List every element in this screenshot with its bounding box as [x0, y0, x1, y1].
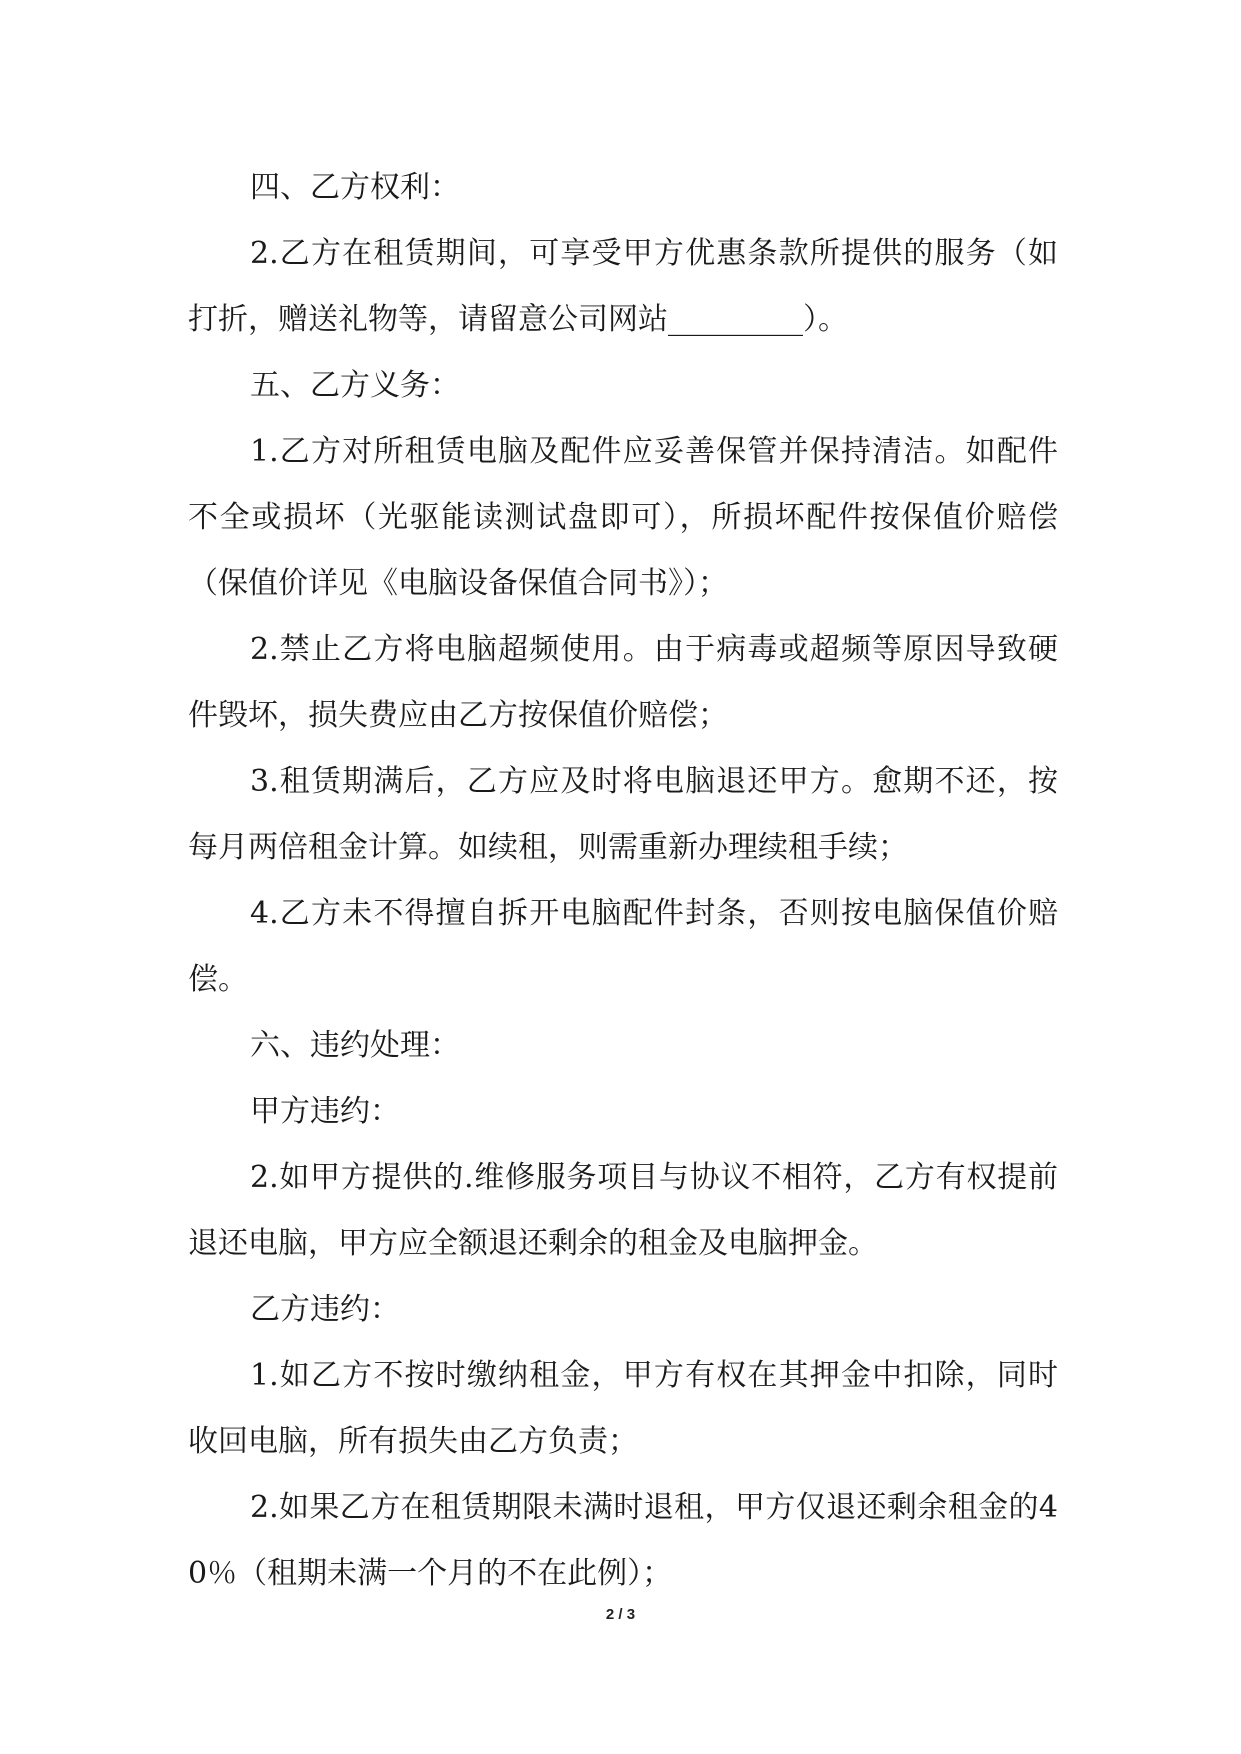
clause-party-b-obligations-1: 1.乙方对所租赁电脑及配件应妥善保管并保持清洁。如配件不全或损坏（光驱能读测试盘即可），所损坏配件按保值价赔偿（保值价详见《电脑设备保值合同书》）；	[188, 434, 1058, 601]
clause-party-b-breach-1: 1.如乙方不按时缴纳租金，甲方有权在其押金中扣除，同时收回电脑，所有损失由乙方负责；	[188, 1358, 1058, 1459]
subheading-party-a-breach: 甲方违约：	[250, 1094, 400, 1129]
subheading-party-b-breach: 乙方违约：	[250, 1292, 400, 1327]
clause-party-b-breach-2: 2.如果乙方在租赁期限未满时退租，甲方仅退还剩余租金的40％（租期未满一个月的不在此例）；	[188, 1490, 1058, 1591]
clause-party-b-obligations-4: 4.乙方未不得擅自拆开电脑配件封条，否则按电脑保值价赔偿。	[188, 896, 1058, 997]
section-heading-party-b-obligations: 五、乙方义务：	[250, 368, 460, 403]
page-number: 2 / 3	[605, 1606, 636, 1623]
clause-party-b-obligations-3: 3.租赁期满后，乙方应及时将电脑退还甲方。愈期不还，按每月两倍租金计算。如续租，则需重新办理续租手续；	[188, 764, 1058, 865]
clause-party-b-rights-2: 2.乙方在租赁期间，可享受甲方优惠条款所提供的服务（如打折，赠送礼物等，请留意公司网站_________）。	[188, 236, 1058, 337]
section-heading-party-b-rights: 四、乙方权利：	[250, 170, 460, 205]
clause-party-b-obligations-2: 2.禁止乙方将电脑超频使用。由于病毒或超频等原因导致硬件毁坏，损失费应由乙方按保值价赔偿；	[188, 632, 1058, 733]
document-body	[188, 155, 1058, 1607]
clause-party-a-breach-2: 2.如甲方提供的.维修服务项目与协议不相符，乙方有权提前退还电脑，甲方应全额退还剩余的租金及电脑押金。	[188, 1160, 1058, 1261]
section-heading-breach: 六、违约处理：	[250, 1028, 460, 1063]
